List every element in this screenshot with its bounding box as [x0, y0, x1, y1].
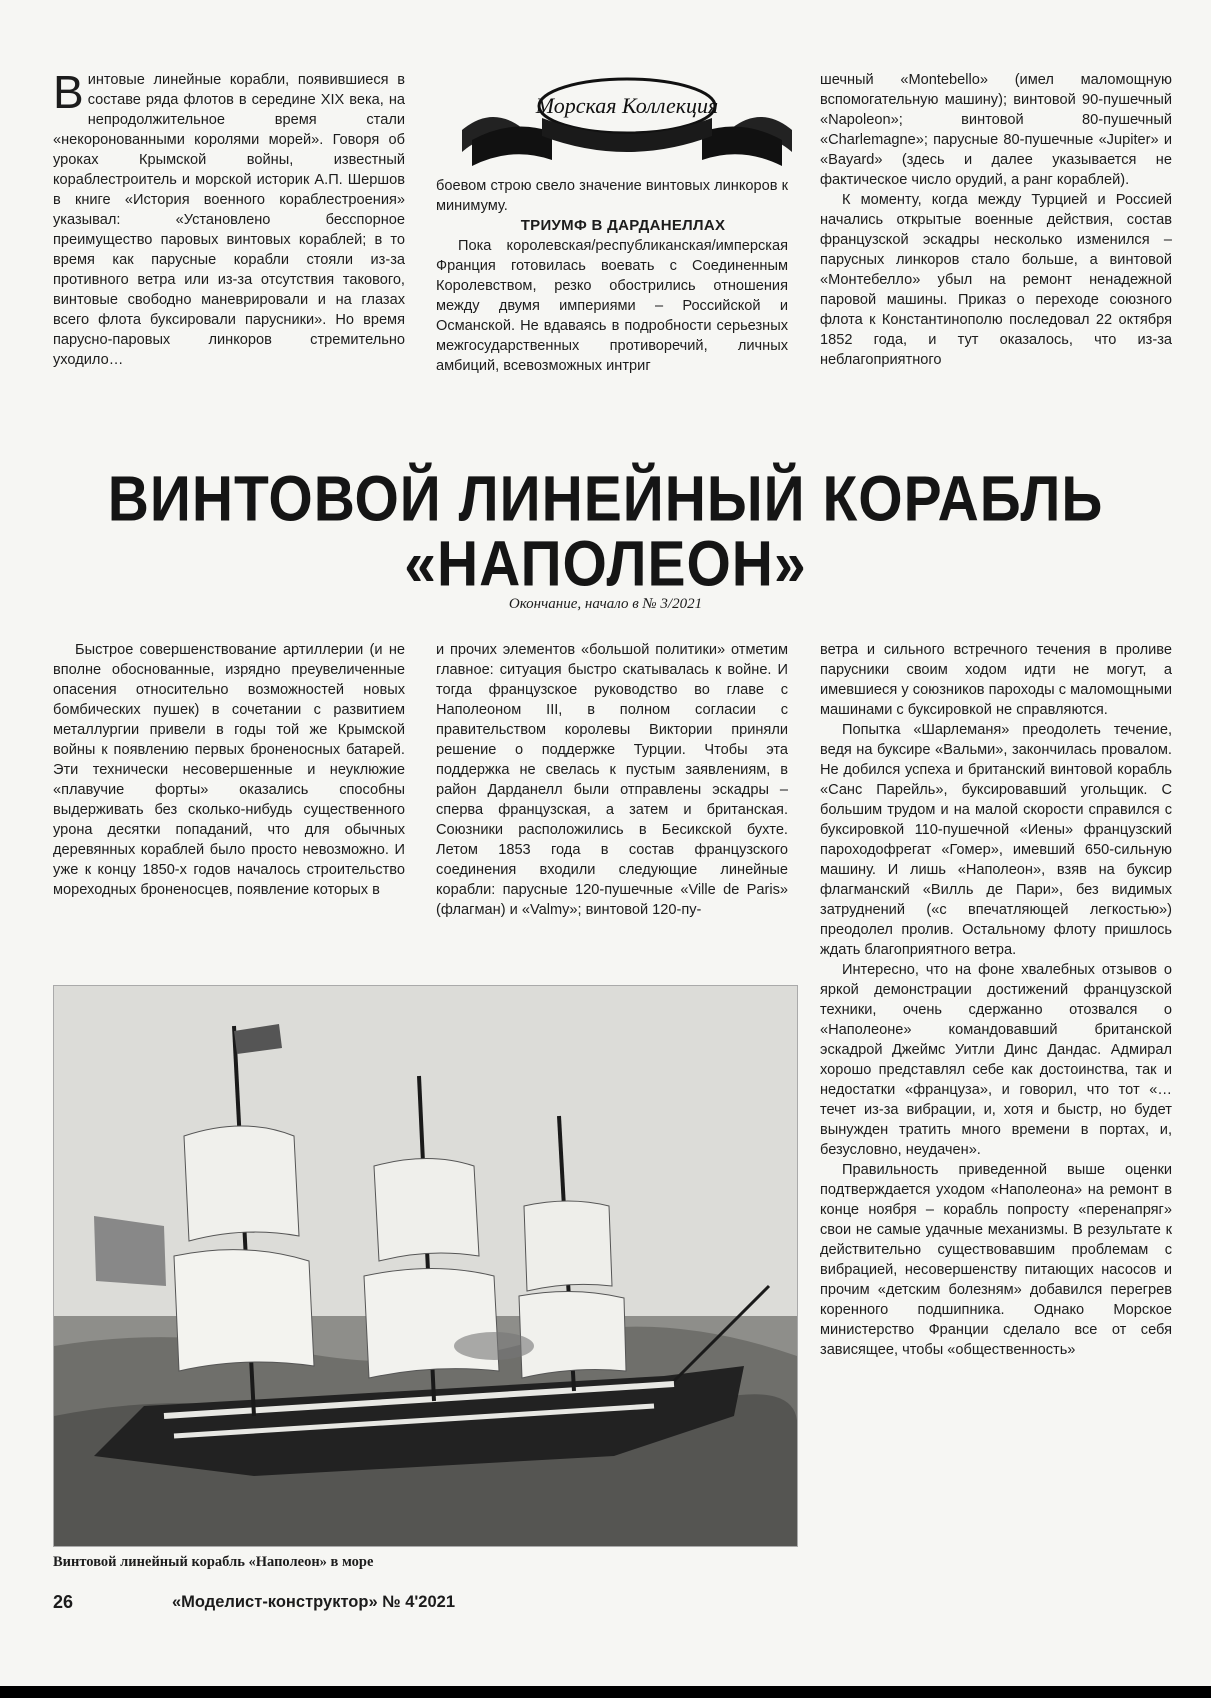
intro-col3-p1: шечный «Montebello» (имел маломощную вспомогательную машину); винтовой 90-пушечный «Napoleon»; винтовой 80-пушечный «Charlemagne»; парусные 80-пушечные «Jupiter» и «Bayard» (здесь и далее указывается не фактическое число орудий, а ранг кораблей).	[820, 72, 1172, 188]
body-col1-paragraph: Быстрое совершенствование артиллерии (и не вполне обоснованные, изрядно преувеличенные опасения относительно возможностей новых бомбических пушек) в сочетании с развитием металлургии привели в годы той же Крымской войны к появлению первых броненосных батарей. Эти технически несовершенные и неуклюжие «плавучие форты» оказались способны выдерживать без сколько-нибудь существенного урона десятки попаданий, что для обычных деревянных кораблей было просто невозможно. И уже к концу 1850-х годов началось строительство мореходных броненосцев, появление которых в	[53, 642, 405, 898]
logo-text: Морская Коллекция	[535, 93, 719, 118]
body-col2-paragraph: и прочих элементов «большой политики» отметим главное: ситуация быстро скатывалась к войне. И тогда французское руководство во главе с Наполеоном III, в полном согласии с правительством королевы Виктории приняли решение о поддержке Турции. Чтобы эта поддержка не свелась к пустым заявлениям, в район Дарданелл были отправлены эскадры – сперва французская, а затем и британская. Союзники расположились в Бесикской бухте. Летом 1853 года в состав французского соединения входили следующие линейные корабли: парусные 120-пушечные «Ville de Paris» (флагман) и «Valmy»; винтовой 120-пу-	[436, 642, 788, 918]
article-title-line-1: ВИНТОВОЙ ЛИНЕЙНЫЙ КОРАБЛЬ	[107, 463, 1104, 535]
intro-col2-top: боевом строю свело значение винтовых линкоров к минимуму.	[436, 178, 788, 214]
continuation-note: Окончание, начало в № 3/2021	[508, 596, 703, 612]
section-subheading: ТРИУМФ В ДАРДАНЕЛЛАХ	[520, 217, 726, 234]
intro-column-2	[436, 176, 788, 376]
body-col3-p3: Интересно, что на фоне хвалебных отзывов о яркой демонстрации достижений французской техники, очень сдержанно отозвался о «Наполеоне» командовавший британской эскадрой Джеймс Уитли Динс Дандас. Адмирал хорошо представлял себе как достоинства, так и недостатки «француза», и говорил, что тот «…течет из-за вибрации, и, хотя и быстр, но будет вынужден тратить много времени в портах, и, безусловно, неудачен».	[820, 962, 1172, 1158]
intro-column-3	[820, 70, 1172, 370]
article-title-line-2: «НАПОЛЕОН»	[404, 528, 807, 600]
body-col3-p1: ветра и сильного встречного течения в проливе парусники своим ходом идти не могут, а имевшиеся у союзников пароходы с маломощными машинами с буксировкой не справляются.	[820, 642, 1172, 718]
body-col3-p2: Попытка «Шарлеманя» преодолеть течение, ведя на буксире «Вальми», закончилась провалом. Не добился успеха и британский винтовой корабль «Санс Парейль», буксировавший угольщик. С большим трудом и на малой скорости справился с буксировкой 110-пушечной «Иены» французский пароходофрегат «Гомер», имевший 650-сильную машину. И лишь «Наполеон», взяв на буксир флагманский «Вилль де Пари», без видимых затруднений («с впечатляющей легкостью») преодолел пролив. Остальному флоту пришлось ждать благоприятного ветра.	[820, 722, 1172, 958]
intro-column-1	[53, 66, 405, 370]
body-column-3	[820, 640, 1172, 1360]
scan-edge	[0, 1686, 1211, 1698]
ship-illustration	[53, 985, 798, 1547]
intro-col2-paragraph: Пока королевская/республиканская/имперская Франция готовилась воевать с Соединенным Королевством, резко обострились отношения между двумя империями – Российской и Османской. Не вдаваясь в подробности серьезных межгосударственных противоречий, личных амбиций, всевозможных интриг	[436, 238, 788, 374]
intro-text: интовые линейные корабли, появившиеся в составе ряда флотов в середине XIX века, на непродолжительное время стали «некоронованными королями морей». Говоря об уроках Крымской войны, известный кораблестроитель и морской историк А.П. Шершов в книге «История военного кораблестроения» указывал: «Установлено бесспорное преимущество паровых винтовых кораблей; в то время как парусные корабли стояли из-за противного ветра или из-за отсутствия такового, винтовые свободно маневрировали и на глазах всего флота буксировали парусники». Но время парусно-паровых линкоров стремительно уходило…	[53, 72, 405, 368]
body-column-1	[53, 640, 405, 900]
body-col3-p4: Правильность приведенной выше оценки подтверждается уходом «Наполеона» на ремонт в конце ноября – корабль попросту «перенапряг» свои не самые удачные механизмы. В результате к действительно существовавшим проблемам с вибрацией, несовершенству питающих насосов и прочим «детским болезням» добавился перегрев коренного подшипника. Однако Морское министерство Франции сделало все от себя зависящее, чтобы «общественность»	[820, 1162, 1172, 1358]
intro-paragraph	[53, 66, 405, 370]
morskaya-kollektsiya-logo	[452, 70, 802, 182]
figure-caption: Винтовой линейный корабль «Наполеон» в море	[53, 1554, 374, 1570]
page-number: 26	[53, 1592, 74, 1612]
body-column-2	[436, 640, 788, 920]
drop-cap: В	[53, 66, 84, 118]
magazine-title: «Моделист-конструктор» № 4'2021	[172, 1593, 456, 1611]
intro-col3-p2: К моменту, когда между Турцией и Россией начались открытые военные действия, состав французской эскадры несколько изменился – парусных линкоров стало больше, а винтовой «Монтебелло» убыл на ремонт ненадежной паровой машины. Приказ о переходе союзного флота к Константинополю последовал 22 октября 1852 года, и тут оказалось, что из-за неблагоприятного	[820, 192, 1172, 368]
